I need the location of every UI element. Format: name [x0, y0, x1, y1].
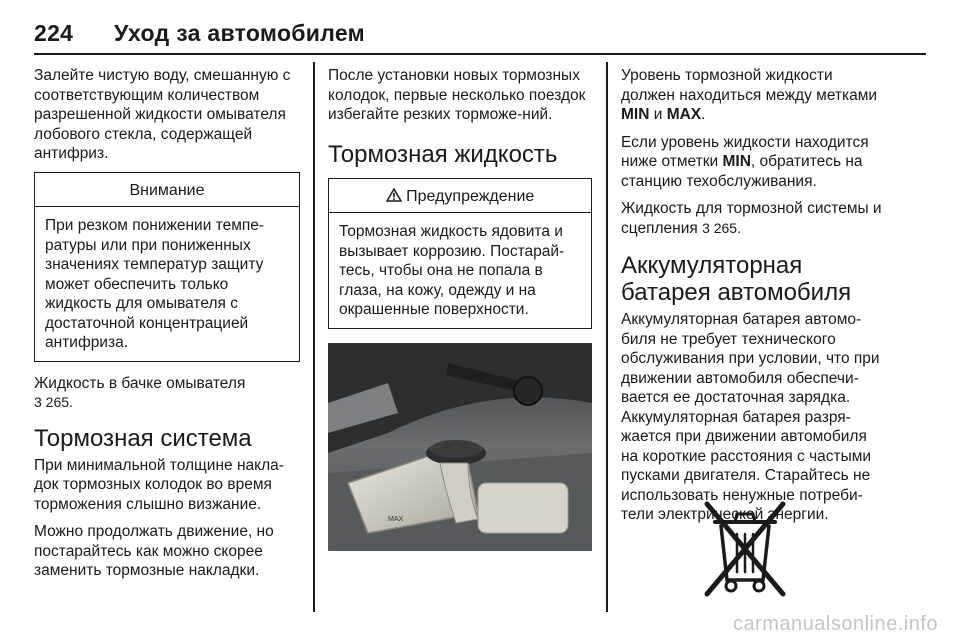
level-text-2b: , обратитесь на станцию техобслуживания.	[621, 153, 863, 190]
header-rule	[34, 53, 926, 55]
brakes-paragraph-2: Можно продолжать движение, но постарайтесь как можно скорее заменить тормозные накладки.	[34, 523, 274, 579]
washer-intro-text: Залейте чистую воду, смешанную с соответствующим количеством разрешенной жидкости омывателя лобового стекла, содержащей антифриз.	[34, 67, 291, 162]
battery-paragraph: Аккумуляторная батарея автомо-биля не требует технического обслуживания при условии, что при движении автомобиля обеспечи-вается ее достаточная зарядка. Аккумуляторная батарея разря-жается при движении автомобиля на короткие расстояния с частыми пусками двигателя. Старайтесь не использовать ненужные потреби-тели электрической энергии.	[621, 311, 880, 523]
level-paragraph-3	[621, 199, 887, 238]
photo-max-label: MAX	[388, 515, 404, 523]
battery-heading: Аккумуляторная батарея автомобиля	[621, 252, 852, 306]
watermark: carmanualsonline.info	[732, 613, 938, 635]
fluid-page-ref-link[interactable]: 3 265.	[702, 219, 741, 236]
column-divider-2	[606, 62, 608, 612]
warning-header	[329, 179, 591, 214]
notice-title: Внимание	[35, 173, 299, 208]
level-text-2a: Если уровень жидкости находится ниже отметки	[621, 133, 869, 170]
column-1	[34, 66, 300, 589]
reservoir-text: Жидкость в бачке омывателя	[34, 374, 246, 392]
column-divider-1	[313, 62, 315, 612]
period-text: .	[701, 106, 706, 123]
level-text-3: Жидкость для тормозной системы и сцепления	[621, 200, 882, 237]
min-label: MIN	[621, 106, 650, 123]
level-paragraph-2	[621, 133, 887, 192]
reservoir-page-ref-link[interactable]: 3 265.	[34, 394, 73, 410]
reservoir-paragraph	[34, 374, 300, 413]
brake-fluid-reservoir-photo	[328, 343, 592, 551]
level-paragraph-1	[621, 66, 887, 125]
page-title: Уход за автомобилем	[114, 20, 365, 46]
column-3	[621, 66, 887, 533]
notice-box	[34, 172, 300, 362]
brake-fluid-heading: Тормозная жидкость	[328, 140, 558, 168]
crossed-out-bin-icon	[699, 498, 791, 604]
min-label-2: MIN	[722, 153, 751, 170]
warning-box	[328, 178, 592, 329]
page-number: 224	[34, 20, 74, 46]
warning-triangle-icon	[386, 188, 406, 205]
brakes-heading: Тормозная система	[34, 424, 252, 452]
column-2	[328, 66, 592, 551]
pads-intro-text: После установки новых тормозных колодок, первые несколько поездок избегайте резких торможе-ний.	[328, 67, 586, 123]
warning-body: Тормозная жидкость ядовита и вызывает коррозию. Постарай-тесь, чтобы она не попала в глаза, на кожу, одежду и на окрашенные поверхности.	[339, 223, 565, 318]
page-header	[34, 20, 365, 47]
brakes-paragraph-1: При минимальной толщине накла-док тормозных колодок во время торможения слышно визжание.	[34, 456, 284, 513]
max-label: MAX	[666, 106, 702, 123]
level-text-1: Уровень тормозной жидкости должен находиться между метками	[621, 67, 878, 104]
notice-body: При резком понижении темпе-ратуры или при пониженных значениях температур защиту может обеспечить только жидкость для омывателя с достаточной концентрацией антифриза.	[45, 217, 265, 351]
warning-title: Предупреждение	[406, 187, 535, 205]
and-text: и	[649, 106, 667, 123]
